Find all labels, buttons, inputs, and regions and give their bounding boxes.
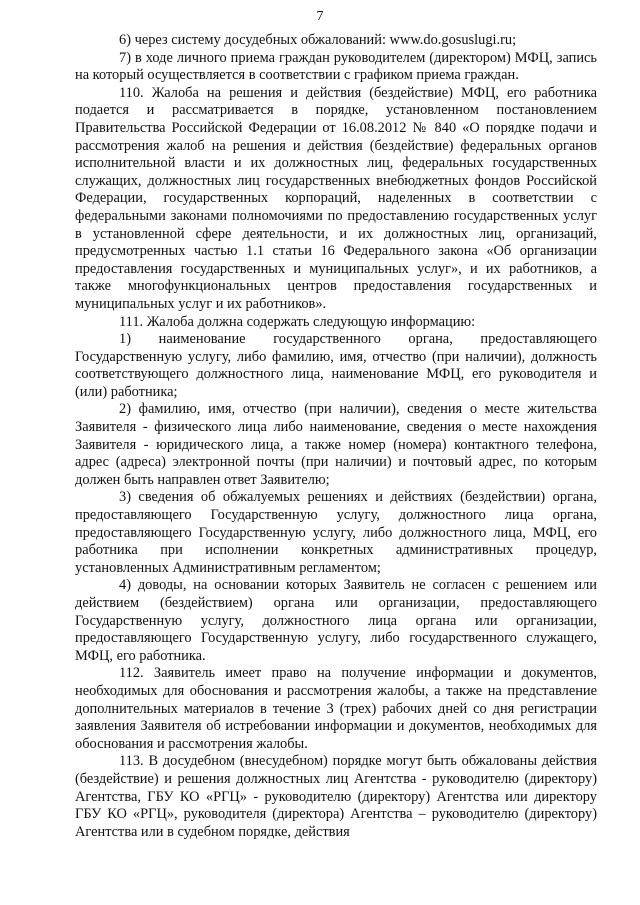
paragraph-item-7: 7) в ходе личного приема граждан руководителем (директором) МФЦ, запись на который осуществляется в соответствии с графиком приема граждан. (75, 49, 597, 84)
paragraph-111-item-1: 1) наименование государственного органа, предоставляющего Государственную услугу, либо фамилию, имя, отчество (при наличии), должность соответствующего должностного лица, наименование МФЦ, его руководителя и (или) работника; (75, 331, 597, 400)
paragraph-113: 113. В досудебном (внесудебном) порядке могут быть обжалованы действия (бездействие) и решения должностных лиц Агентства - руководителю (директору) Агентства, ГБУ КО «РГЦ» - руководителю (директору) Агентства или директору ГБУ КО «РГЦ», руководителя (директора) Агентства – руководителю (директору) Агентства или в судебном порядке, действия (75, 753, 597, 840)
paragraph-110: 110. Жалоба на решения и действия (бездействие) МФЦ, его работника подается и рассматривается в порядке, установленном постановлением Правительства Российской Федерации от 16.08.2012 № 840 «О порядке подачи и рассмотрения жалоб на решения и действия (бездействие) федеральных органов исполнительной власти и их должностных лиц, федеральных государственных служащих, должностных лиц государственных внебюджетных фондов Российской Федерации, государственных корпораций, наделенных в соответствии с федеральными законами полномочиями по предоставлению государственных услуг в установленной сфере деятельности, и их должностных лиц, организаций, предусмотренных частью 1.1 статьи 16 Федерального закона «Об организации предоставления государственных и муниципальных услуг», и их работников, а также многофункциональных центров предоставления государственных и муниципальных услуг и их работников». (75, 84, 597, 312)
page-number: 7 (316, 9, 324, 24)
paragraph-111-item-2: 2) фамилию, имя, отчество (при наличии), сведения о месте жительства Заявителя - физического лица либо наименование, сведения о месте нахождения Заявителя - юридического лица, а также номер (номера) контактного телефона, адрес (адреса) электронной почты (при наличии) и почтовый адрес, по которым должен быть направлен ответ Заявителю; (75, 401, 597, 488)
paragraph-112: 112. Заявитель имеет право на получение информации и документов, необходимых для обоснования и рассмотрения жалобы, а также на представление дополнительных материалов в течение 3 (трех) рабочих дней со дня регистрации заявления Заявителя об истребовании информации и документов, необходимых для обоснования и рассмотрения жалобы. (75, 665, 597, 752)
paragraph-111: 111. Жалоба должна содержать следующую информацию: (119, 313, 476, 330)
document-body (75, 32, 597, 841)
paragraph-111-item-3: 3) сведения об обжалуемых решениях и действиях (бездействии) органа, предоставляющего Государственную услугу, должностного лица органа, предоставляющего Государственную услугу, либо должностного лица, МФЦ, его работника при исполнении конкретных административных процедур, установленных Административным регламентом; (75, 489, 597, 576)
paragraph-111-item-4: 4) доводы, на основании которых Заявитель не согласен с решением или действием (бездействием) органа или организации, предоставляющего Государственную услугу, должностного лица органа или организации, предоставляющего Государственную услугу, либо государственного служащего, МФЦ, его работника. (75, 577, 597, 664)
paragraph-item-6: 6) через систему досудебных обжалований: www.do.gosuslugi.ru; (119, 32, 517, 48)
